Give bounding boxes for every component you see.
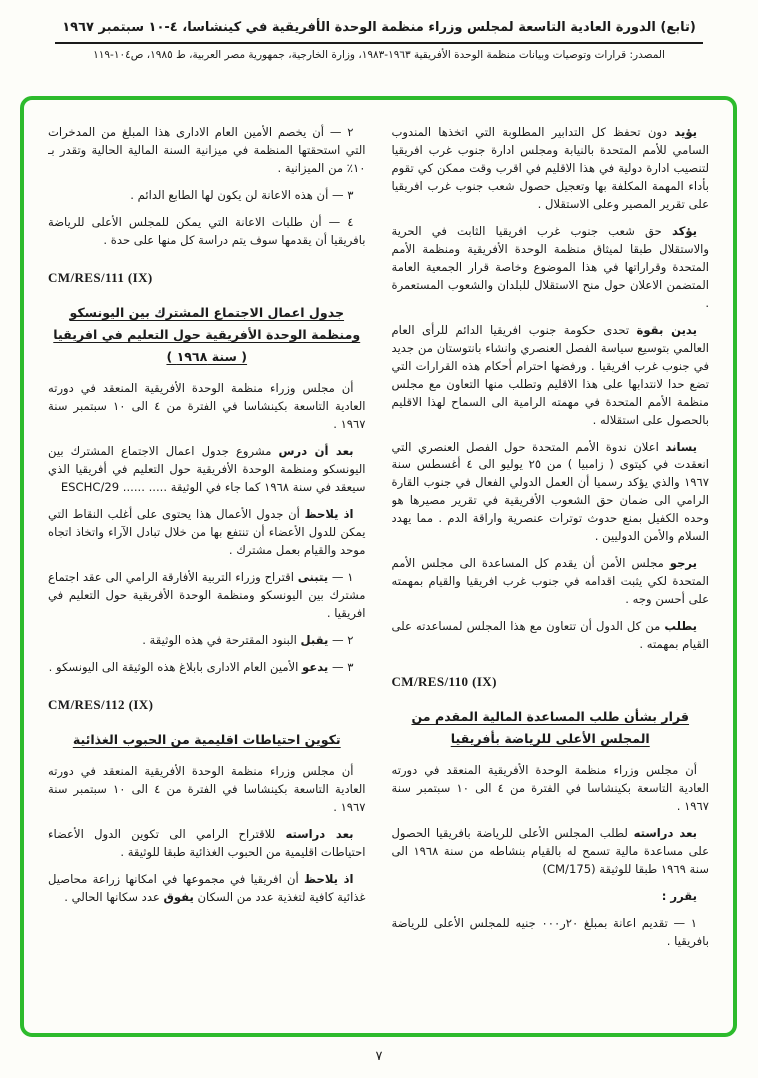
paragraph: ٢ — يقبل البنود المقترحة في هذه الوثيقة . — [142, 632, 354, 647]
resolution-title: قرار بشأن طلب المساعدة المالية المقدم من المجلس الأعلى للرياضة بأفريقيا — [411, 709, 690, 747]
resolution-title: تكوين احتياطات اقليمية من الحبوب الغذائية — [72, 731, 341, 747]
header-title: (تابع) الدورة العادية التاسعة لمجلس وزراء منظمة الوحدة الأفريقية في كينشاسا، ٤-١٠ سبتمبر ١٩٦٧ — [62, 20, 696, 35]
column-right — [392, 124, 710, 1019]
text-columns — [48, 124, 709, 1019]
paragraph: أن مجلس وزراء منظمة الوحدة الأفريقية المنعقد في دورته العادية التاسعة بكينشاسا في الفترة من ٤ الى ١٠ سبتمبر سنة ١٩٦٧ . — [391, 763, 709, 814]
paragraph: بعد دراسته للاقتراح الرامي الى تكوين الدول الأعضاء احتياطات اقليمية من الحبوب الغذائية طبقا للوثيقة . — [48, 826, 366, 859]
paragraph: ٢ — أن يخصم الأمين العام الادارى هذا المبلغ من المدخرات التي استحقتها المنظمة في ميزانية السنة المالية الحالية وتقدر بـ ١٠٪ من الميزانية . — [48, 125, 366, 175]
resolution-title: جدول اعمال الاجتماع المشترك بين اليونسكو ومنظمة الوحدة الأفريقية حول التعليم في افريقيا ( سنة ١٩٦٨ ) — [53, 304, 361, 365]
resolution-code: CM/RES/110 (IX) — [391, 674, 497, 690]
paragraph: ١ — تقديم اعانة بمبلغ ٢٠ر٠٠٠ جنيه للمجلس الأعلى للرياضة بافريقيا . — [391, 916, 709, 949]
page-header — [0, 0, 758, 61]
resolution-code: CM/RES/111 (IX) — [48, 269, 153, 285]
paragraph: ٤ — أن طلبات الاعانة التي يمكن للمجلس الأعلى للرياضة بافريقيا أن يقدمها سوف يتم دراسة كل منها على حدة . — [48, 214, 366, 247]
paragraph: يساند اعلان ندوة الأمم المتحدة حول الفصل العنصري التي انعقدت في كيتوى ( زامبيا ) من ٢٥ يوليو الى ٤ أغسطس سنة ١٩٦٧ والذي يؤكد رسميا أن العمل الدولي الفعال في جنوب القارة الرامي الى ضمان حق الشعوب الأفريقية في تقرير مصيرها هو وحده الكفيل بمنع حدوث توترات عنصرية واراقة الدم . مما يهدد السلام والأمن الدوليين . — [391, 439, 709, 544]
paragraph: بعد أن درس مشروع جدول اعمال الاجتماع المشترك بين اليونسكو ومنظمة الوحدة الأفريقية حول التعليم في أفريقيا الذي سيعقد في سنة ١٩٦٨ كما جاء في الوثيقة ..... ...... ESCHC/29 — [48, 443, 366, 494]
content-frame — [20, 96, 737, 1037]
paragraph: أن مجلس وزراء منظمة الوحدة الأفريقية المنعقد في دورته العادية التاسعة بكينشاسا في الفترة من ٤ الى ١٠ سبتمبر سنة ١٩٦٧ . — [48, 763, 366, 814]
paragraph: اذ يلاحظ أن جدول الأعمال هذا يحتوى على أغلب النقاط التي يمكن للدول الأعضاء أن تنتفع بها من خلال تبادل الآراء واتخاذ اتجاه موحد والقيام بعمل مشترك . — [48, 506, 366, 557]
resolution-code: CM/RES/112 (IX) — [48, 696, 154, 712]
paragraph: يؤكد حق شعب جنوب غرب افريقيا الثابت في الحرية والاستقلال طبقا لميثاق منظمة الوحدة الأفريقية ومنظمة الأمم المتحدة وقراراتها في هذا الموضوع وخاصة قرار الجمعية العامة المتضمن الاعلان حول منح الاستقلال للبلدان والشعوب المستعمرة . — [391, 223, 709, 310]
paragraph: يطلب من كل الدول أن تتعاون مع هذا المجلس لمساعدته على القيام بمهمته . — [391, 619, 709, 652]
paragraph: اذ يلاحظ أن افريقيا في مجموعها في امكانها زراعة محاصيل غذائية كافية لتغذية عدد من السكان يفوق عدد سكانها الحالي . — [48, 871, 366, 904]
paragraph: بعد دراسته لطلب المجلس الأعلى للرياضة بافريقيا الحصول على مساعدة مالية تسمح له بالقيام بنشاطه من سنة ١٩٦٨ الى سنة ١٩٦٩ طبقا للوثيقة (CM/175) — [391, 826, 709, 877]
header-divider — [55, 42, 703, 44]
paragraph: أن مجلس وزراء منظمة الوحدة الأفريقية المنعقد في دورته العادية التاسعة بكينشاسا في الفترة من ٤ الى ١٠ سبتمبر سنة ١٩٦٧ . — [48, 381, 366, 431]
paragraph: يقرر : — [661, 889, 697, 904]
header-source-line: المصدر: قرارات وتوصيات وبيانات منظمة الوحدة الأفريقية ١٩٦٣-١٩٨٣، وزارة الخارجية، جمهورية مصر العربية، ط ١٩٨٥، ص١٠٤-١١٩ — [93, 48, 665, 61]
paragraph: ٣ — أن هذه الاعانة لن يكون لها الطابع الدائم . — [130, 187, 354, 202]
page-number: ٧ — [375, 1049, 383, 1064]
paragraph: ٣ — يدعو الأمين العام الادارى بابلاغ هذه الوثيقة الى اليونسكو . — [48, 659, 354, 674]
paragraph: يدين بقوة تحدى حكومة جنوب افريقيا الدائم للرأى العام العالمي بتوسيع سياسة الفصل العنصري وانشاء بانتوستان من جديد في جنوب غرب افريقيا . ورفضها احترام أحكام هذه القرارات التي تضع حدا لانتدابها على هذا الاقليم وتطلب منها التعاون مع مجلس منظمة الأمم المتحدة في مهمته الرامية الى السماح لهذا الاقليم بالحصول على استقلاله . — [391, 322, 709, 427]
paragraph: يرجو مجلس الأمن أن يقدم كل المساعدة الى مجلس الأمم المتحدة لكي يثبت اقدامه في جنوب غرب افريقيا والقيام بمهمته على أحسن وجه . — [391, 556, 709, 607]
paragraph: يؤيد دون تحفظ كل التدابير المطلوبة التي اتخذها المندوب السامي للأمم المتحدة بالنيابة ومجلس ادارة جنوب غرب افريقيا لتنصيب ادارة دولية في هذا الاقليم في اقرب وقت ممكن كي تقوم بأداء المهمة المكلفة بها وتعجيل حصول شعب جنوب غرب افريقيا على تقرير المصير وعلى الاستقلال . — [391, 125, 709, 211]
column-left — [48, 124, 366, 1019]
paragraph: ١ — يتبنى اقتراح وزراء التربية الأفارقة الرامي الى عقد اجتماع مشترك بين اليونسكو ومنظمة الوحدة الأفريقية حول التعليم في افريقيا . — [48, 569, 366, 620]
